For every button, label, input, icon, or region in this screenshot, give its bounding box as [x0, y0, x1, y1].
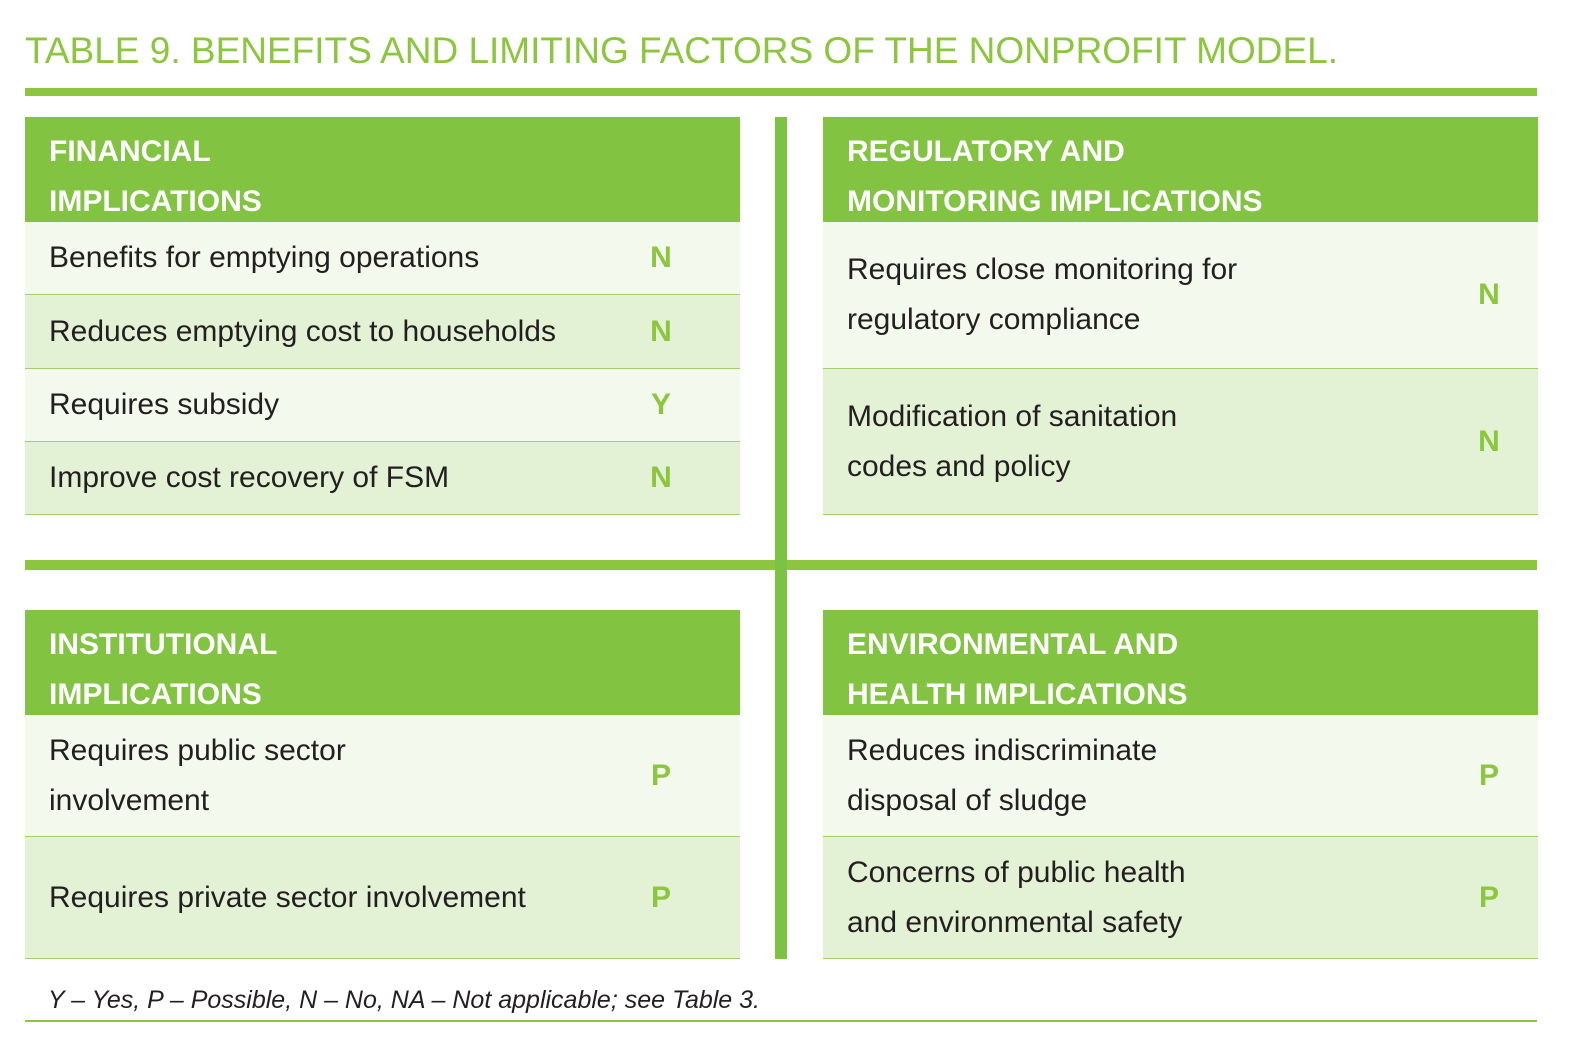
institutional-implications-panel: [25, 610, 740, 959]
panel-header: [823, 610, 1538, 715]
bottom-rule: [25, 1020, 1537, 1022]
table-row: [823, 837, 1538, 959]
row-label-line: Requires public sector: [49, 733, 346, 767]
row-value: Y: [650, 388, 672, 421]
row-label: Improve cost recovery of FSM: [49, 461, 450, 494]
row-value: P: [650, 758, 672, 792]
row-label: [823, 848, 1186, 948]
row-label: Requires subsidy: [49, 388, 280, 421]
row-label: [823, 245, 1237, 345]
regulatory-monitoring-implications-panel: [823, 117, 1538, 515]
table-title: TABLE 9. BENEFITS AND LIMITING FACTORS OF THE NONPROFIT MODEL.: [25, 30, 1339, 71]
row-label-line: regulatory compliance: [847, 303, 1141, 336]
panel-header-line: REGULATORY AND: [847, 135, 1125, 168]
row-label-line: codes and policy: [847, 449, 1071, 483]
row-value: N: [650, 461, 672, 494]
table-row: [25, 715, 740, 837]
row-label: [823, 726, 1157, 826]
table-row: [25, 837, 740, 959]
table-row: [823, 222, 1538, 369]
row-label-line: involvement: [49, 783, 210, 817]
row-label-line: Requires close monitoring for: [847, 253, 1238, 286]
row-value: N: [1478, 424, 1500, 458]
row-label-line: Modification of sanitation: [847, 399, 1178, 433]
table-row: [823, 715, 1538, 837]
row-label: [823, 392, 1177, 492]
row-value: P: [650, 880, 672, 914]
financial-implications-panel: [25, 117, 740, 515]
row-label-line: Concerns of public health: [847, 855, 1186, 889]
panel-header-line: MONITORING IMPLICATIONS: [847, 185, 1263, 218]
panel-header: [25, 610, 740, 715]
panel-header-line: INSTITUTIONAL: [49, 628, 278, 661]
table-row: [25, 369, 740, 442]
vertical-divider: [775, 117, 787, 959]
row-label-line: and environmental safety: [847, 905, 1183, 939]
table-row: [25, 295, 740, 369]
row-label: Reduces emptying cost to households: [49, 314, 556, 348]
row-label: Requires private sector involvement: [49, 880, 526, 914]
row-label-line: Reduces indiscriminate: [847, 733, 1158, 767]
panel-header: [823, 117, 1538, 222]
panel-header-line: FINANCIAL: [49, 135, 211, 168]
panel-header-line: HEALTH IMPLICATIONS: [847, 678, 1188, 711]
row-label: Benefits for emptying operations: [49, 241, 480, 274]
row-label-line: disposal of sludge: [847, 783, 1088, 817]
row-value: N: [1478, 278, 1500, 311]
environmental-health-implications-panel: [823, 610, 1538, 959]
panel-header-line: IMPLICATIONS: [49, 185, 262, 218]
row-value: N: [650, 314, 672, 348]
row-value: P: [1478, 880, 1500, 914]
row-value: P: [1478, 758, 1500, 792]
top-rule: [25, 88, 1537, 96]
panel-header-line: ENVIRONMENTAL AND: [847, 628, 1179, 661]
table-row: [25, 222, 740, 295]
row-value: N: [650, 241, 672, 274]
table-row: [823, 369, 1538, 515]
footnote: Y – Yes, P – Possible, N – No, NA – Not applicable; see Table 3.: [48, 986, 760, 1014]
panel-header: [25, 117, 740, 222]
panel-header-line: IMPLICATIONS: [49, 678, 262, 711]
row-label: [25, 726, 346, 826]
table-row: [25, 442, 740, 515]
